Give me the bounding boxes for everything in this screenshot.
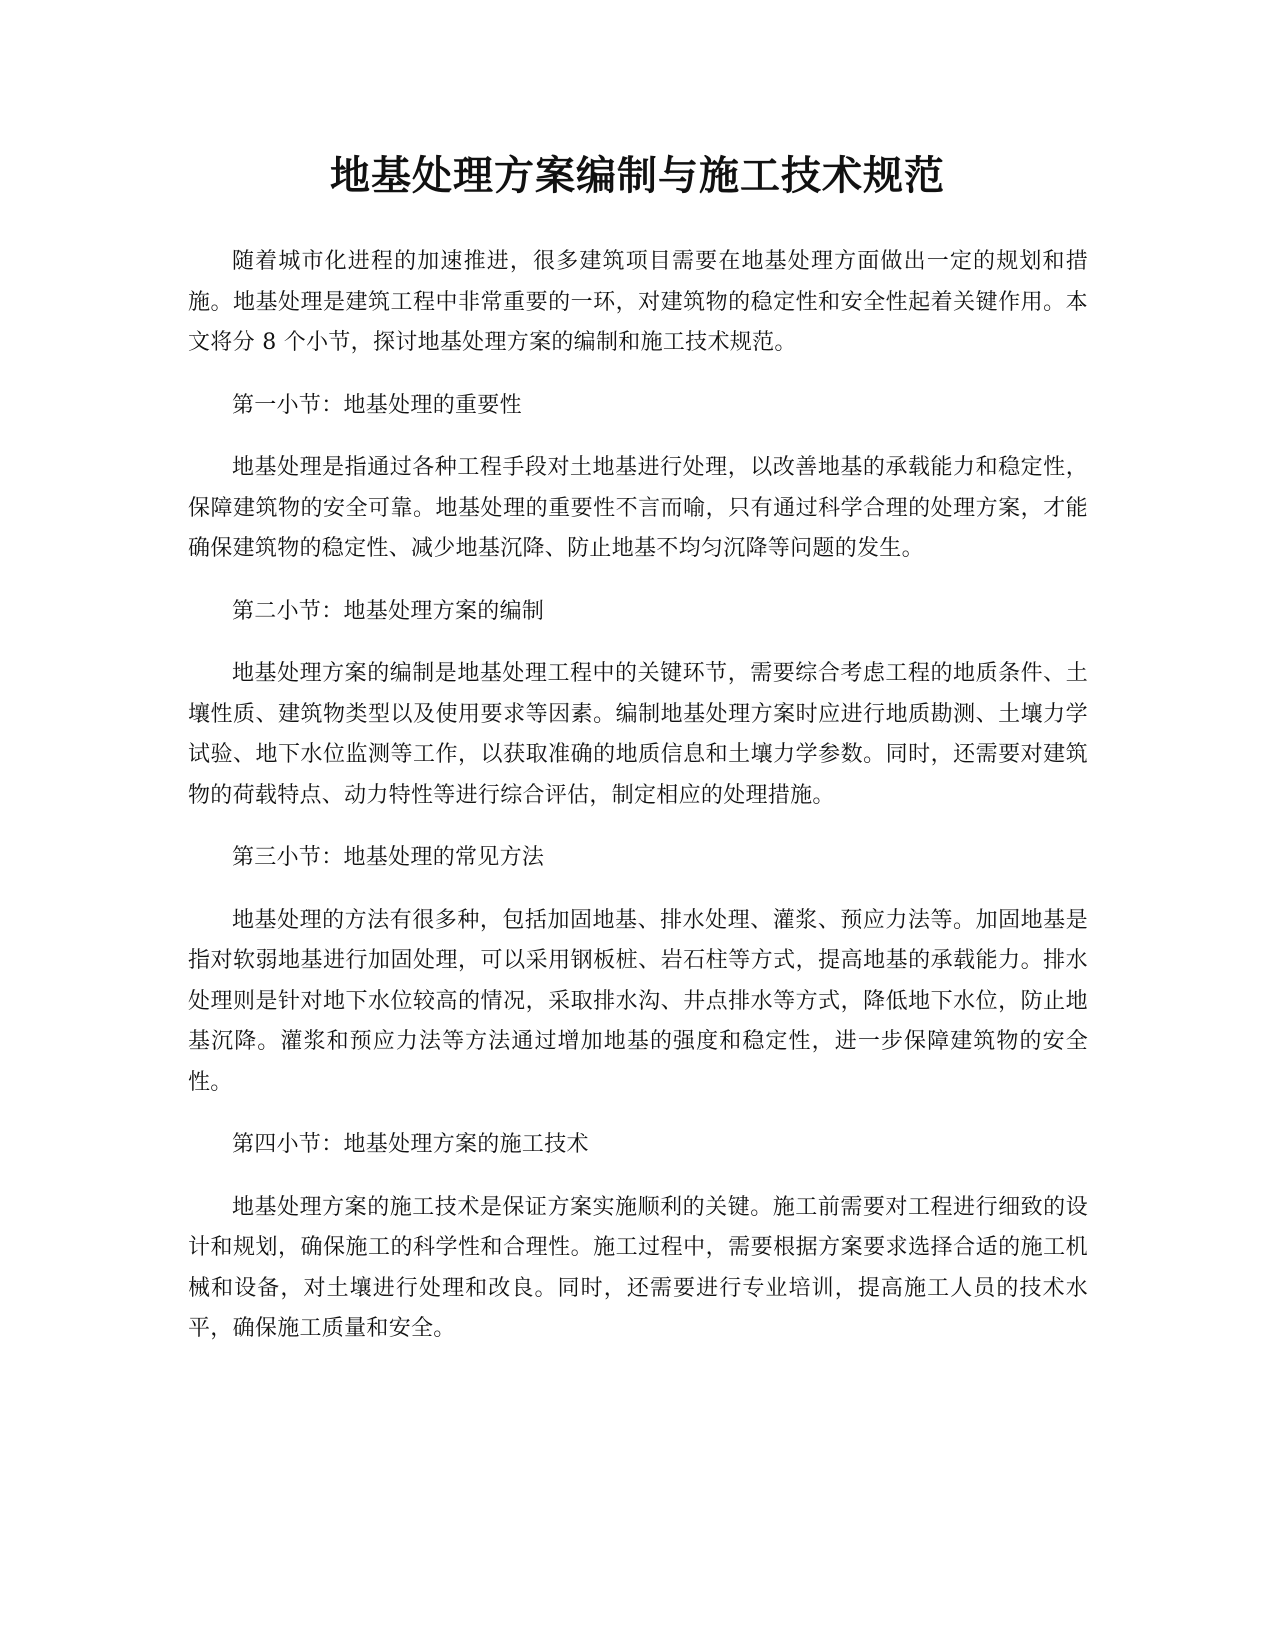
section-1-heading: 第一小节：地基处理的重要性 xyxy=(232,392,522,418)
section-1-paragraph: 地基处理是指通过各种工程手段对土地基进行处理，以改善地基的承载能力和稳定性，保障建筑物的安全可靠。地基处理的重要性不言而喻，只有通过科学合理的处理方案，才能确保建筑物的稳定性、减少地基沉降、防止地基不均匀沉降等问题的发生。 xyxy=(188,455,1088,561)
section-3-heading: 第三小节：地基处理的常见方法 xyxy=(232,845,545,870)
document-body xyxy=(188,242,1088,1372)
section-2-heading: 第二小节：地基处理方案的编制 xyxy=(232,598,545,624)
intro-paragraph: 随着城市化进程的加速推进，很多建筑项目需要在地基处理方面做出一定的规划和措施。地基处理是建筑工程中非常重要的一环，对建筑物的稳定性和安全性起着关键作用。本文将分 8 个小节，探讨地基处理方案的编制和施工技术规范。 xyxy=(188,249,1088,355)
document-title: 地基处理方案编制与施工技术规范 xyxy=(330,153,945,199)
section-4-paragraph: 地基处理方案的施工技术是保证方案实施顺利的关键。施工前需要对工程进行细致的设计和规划，确保施工的科学性和合理性。施工过程中，需要根据方案要求选择合适的施工机械和设备，对土壤进行处理和改良。同时，还需要进行专业培训，提高施工人员的技术水平，确保施工质量和安全。 xyxy=(188,1194,1088,1341)
section-4-heading: 第四小节：地基处理方案的施工技术 xyxy=(232,1132,589,1157)
section-2-paragraph: 地基处理方案的编制是地基处理工程中的关键环节，需要综合考虑工程的地质条件、土壤性质、建筑物类型以及使用要求等因素。编制地基处理方案时应进行地质勘测、土壤力学试验、地下水位监测等工作，以获取准确的地质信息和土壤力学参数。同时，还需要对建筑物的荷载特点、动力特性等进行综合评估，制定相应的处理措施。 xyxy=(188,661,1088,808)
section-3-paragraph: 地基处理的方法有很多种，包括加固地基、排水处理、灌浆、预应力法等。加固地基是指对软弱地基进行加固处理，可以采用钢板桩、岩石柱等方式，提高地基的承载能力。排水处理则是针对地下水位较高的情况，采取排水沟、井点排水等方式，降低地下水位，防止地基沉降。灌浆和预应力法等方法通过增加地基的强度和稳定性，进一步保障建筑物的安全性。 xyxy=(188,907,1088,1095)
